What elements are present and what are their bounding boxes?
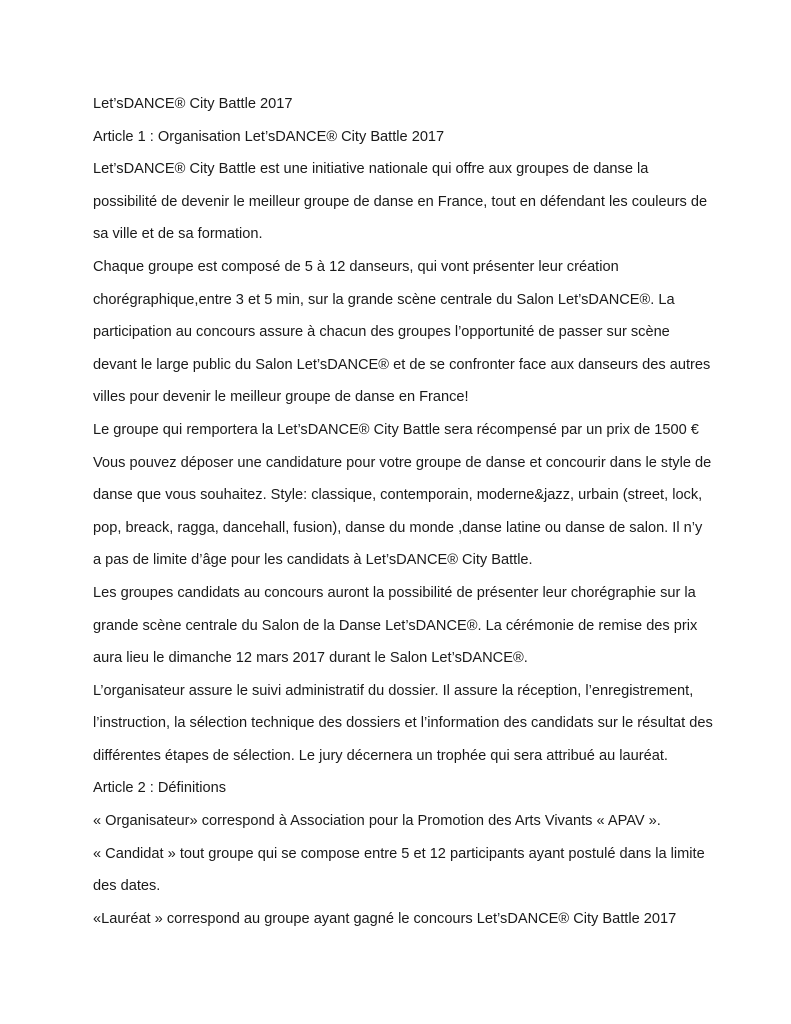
text-line: « Candidat » tout groupe qui se compose entre 5 et 12 participants ayant postulé dans la limite	[93, 845, 705, 862]
article-2-heading	[93, 772, 705, 805]
paragraph-prize	[93, 414, 705, 447]
text-line: sa ville et de sa formation.	[93, 226, 263, 243]
article-1-heading	[93, 121, 705, 154]
text-line: villes pour devenir le meilleur groupe de danse en France!	[93, 389, 469, 406]
definition-laureat	[93, 903, 705, 936]
text-line: danse que vous souhaitez. Style: classique, contemporain, moderne&jazz, urbain (street, lock,	[93, 487, 703, 504]
text-line: Vous pouvez déposer une candidature pour votre groupe de danse et concourir dans le style de	[93, 454, 712, 471]
text-line: participation au concours assure à chacun des groupes l’opportunité de passer sur scène	[93, 324, 670, 341]
text-line: Chaque groupe est composé de 5 à 12 danseurs, qui vont présenter leur création	[93, 258, 619, 275]
text-line: Article 1 : Organisation Let’sDANCE® City Battle 2017	[93, 128, 445, 145]
text-line: pop, breack, ragga, dancehall, fusion), danse du monde ,danse latine ou danse de salon. Il n’y	[93, 519, 703, 536]
document-body	[93, 88, 713, 935]
text-line: devant le large public du Salon Let’sDANCE® et de se confronter face aux danseurs des autres	[93, 356, 711, 373]
text-line: aura lieu le dimanche 12 mars 2017 durant le Salon Let’sDANCE®.	[93, 650, 528, 667]
text-line: a pas de limite d’âge pour les candidats à Let’sDANCE® City Battle.	[93, 552, 533, 569]
paragraph-introduction	[93, 153, 708, 251]
document-title	[93, 88, 705, 121]
text-line: « Organisateur» correspond à Association pour la Promotion des Arts Vivants « APAV ».	[93, 813, 661, 830]
text-line: L’organisateur assure le suivi administratif du dossier. Il assure la réception, l’enregistrement,	[93, 682, 694, 699]
text-line: l’instruction, la sélection technique des dossiers et l’information des candidats sur le résultat des	[93, 715, 713, 732]
text-line: «Lauréat » correspond au groupe ayant gagné le concours Let’sDANCE® City Battle 2017	[93, 910, 677, 927]
text-line: Article 2 : Définitions	[93, 780, 227, 797]
paragraph-ceremony	[93, 577, 705, 675]
text-line: des dates.	[93, 878, 161, 895]
definition-candidat	[93, 838, 705, 903]
text-line: grande scène centrale du Salon de la Danse Let’sDANCE®. La cérémonie de remise des prix	[93, 617, 698, 634]
definition-organisateur	[93, 805, 705, 838]
text-line: possibilité de devenir le meilleur groupe de danse en France, tout en défendant les couleurs de	[93, 193, 708, 210]
text-line: chorégraphique,entre 3 et 5 min, sur la grande scène centrale du Salon Let’sDANCE®. La	[93, 291, 675, 308]
paragraph-organiser-duties	[93, 675, 713, 773]
text-line: différentes étapes de sélection. Le jury décernera un trophée qui sera attribué au lauréat.	[93, 747, 668, 764]
text-line: Les groupes candidats au concours auront la possibilité de présenter leur chorégraphie sur la	[93, 584, 696, 601]
paragraph-candidature-styles	[93, 447, 712, 577]
paragraph-group-composition	[93, 251, 711, 414]
text-line: Let’sDANCE® City Battle 2017	[93, 96, 293, 112]
text-line: Le groupe qui remportera la Let’sDANCE® City Battle sera récompensé par un prix de 1500 €	[93, 421, 699, 438]
text-line: Let’sDANCE® City Battle est une initiative nationale qui offre aux groupes de danse la	[93, 161, 649, 178]
